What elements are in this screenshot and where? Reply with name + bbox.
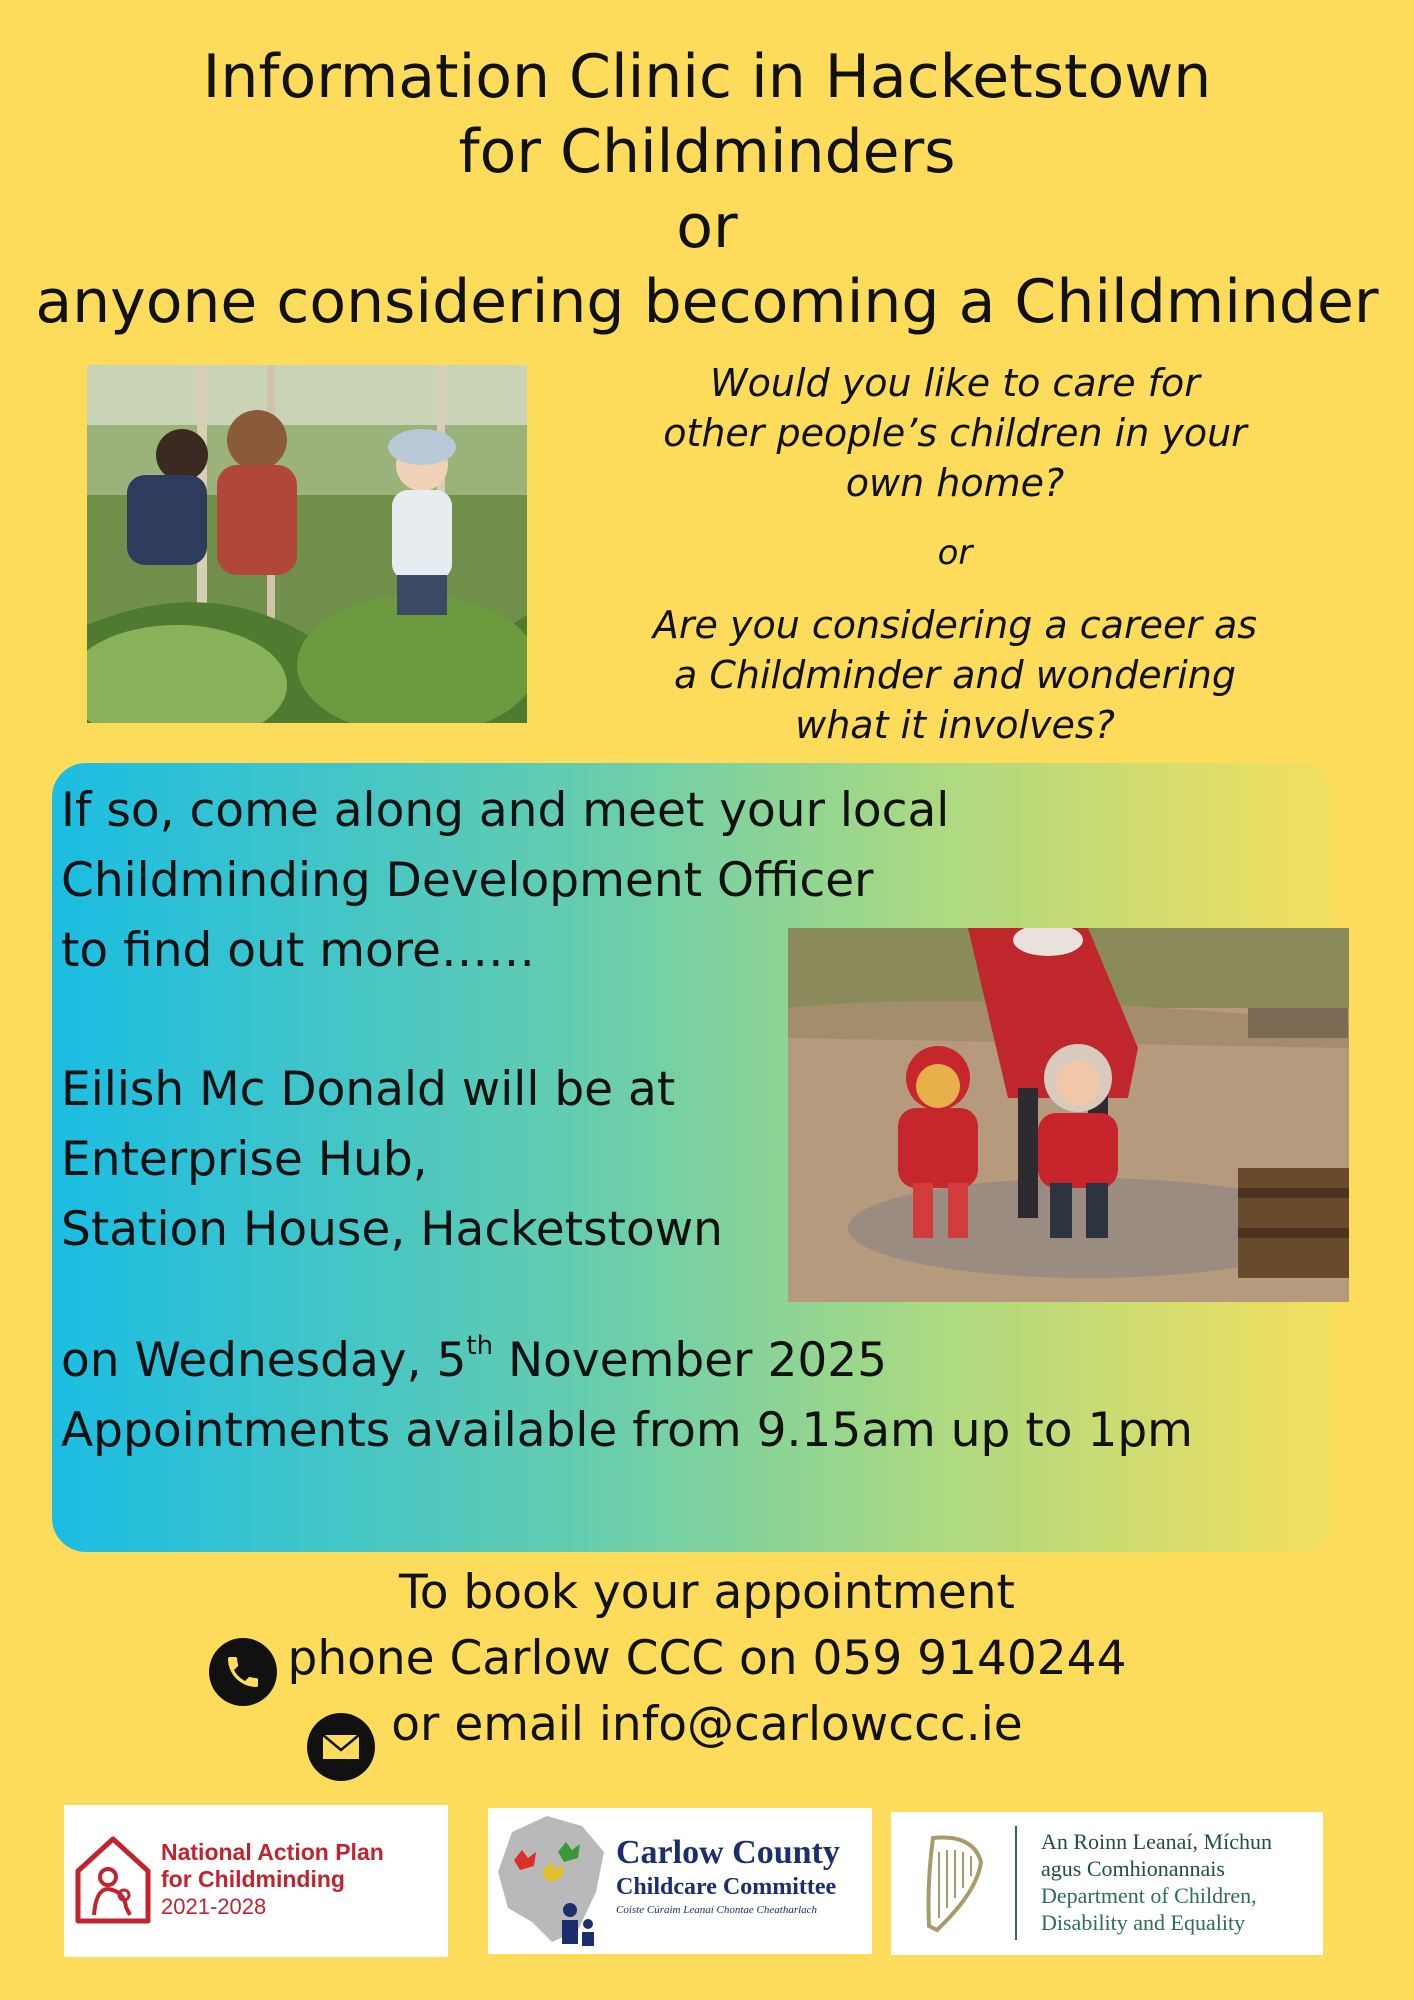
question-1-line-1: Would you like to care for xyxy=(710,361,1200,405)
poster-title xyxy=(0,40,1414,340)
panel-line-3: to find out more…… xyxy=(61,923,535,978)
nap-line-1: National Action Plan xyxy=(161,1839,384,1865)
date-superscript: th xyxy=(466,1331,494,1361)
department-children-logo xyxy=(891,1812,1323,1955)
dept-english-line-1: Department of Children, xyxy=(1041,1883,1257,1908)
title-line-1: Information Clinic in Hacketstown xyxy=(202,42,1212,112)
panel-line-6: Station House, Hacketstown xyxy=(61,1202,723,1257)
ccc-line-2: Childcare Committee xyxy=(616,1874,837,1900)
carlow-county-childcare-logo xyxy=(488,1808,872,1954)
envelope-icon xyxy=(307,1713,375,1781)
appointments-line: Appointments available from 9.15am up to 1pm xyxy=(61,1403,1193,1458)
question-2-line-3: what it involves? xyxy=(795,703,1115,747)
nap-line-3: 2021-2028 xyxy=(161,1894,267,1919)
house-family-icon xyxy=(74,1833,152,1927)
date-line xyxy=(61,1326,1311,1396)
contact-line-2: phone Carlow CCC on 059 9140244 xyxy=(287,1631,1127,1686)
question-2-line-1: Are you considering a career as xyxy=(652,603,1258,647)
appointment-details xyxy=(61,1326,1311,1466)
info-panel-text xyxy=(61,776,950,1265)
title-line-2: for Childminders xyxy=(458,117,956,187)
questions-block xyxy=(600,358,1310,750)
panel-line-5: Enterprise Hub, xyxy=(61,1132,428,1187)
questions-or: or xyxy=(937,533,973,573)
national-action-plan-logo xyxy=(64,1805,448,1957)
question-1-line-3: own home? xyxy=(845,461,1065,505)
nap-line-2: for Childminding xyxy=(161,1866,345,1892)
question-2-line-2: a Childminder and wondering xyxy=(674,653,1236,697)
dept-irish-line-1: An Roinn Leanaí, Míchun xyxy=(1041,1829,1272,1854)
dept-english-line-2: Disability and Equality xyxy=(1041,1910,1246,1935)
contact-line-1: To book your appointment xyxy=(399,1565,1015,1620)
panel-line-2: Childminding Development Officer xyxy=(61,853,874,908)
panel-line-4: Eilish Mc Donald will be at xyxy=(61,1062,676,1117)
question-1-line-2: other people’s children in your xyxy=(663,411,1247,455)
ccc-line-3: Coiste Cúraim Leanaí Chontae Cheatharlach xyxy=(616,1904,818,1916)
date-suffix: November 2025 xyxy=(493,1333,888,1388)
title-line-3: or xyxy=(676,192,738,262)
contact-line-3: or email info@carlowccc.ie xyxy=(391,1697,1023,1752)
phone-icon xyxy=(209,1638,277,1706)
title-line-4: anyone considering becoming a Childminder xyxy=(35,267,1379,337)
harp-icon xyxy=(919,1832,989,1936)
ccc-line-1: Carlow County xyxy=(616,1834,840,1871)
children-puddle-photo xyxy=(788,928,1349,1302)
garden-family-photo xyxy=(87,365,527,723)
dept-irish-line-2: agus Comhionannais xyxy=(1041,1856,1225,1881)
panel-line-1: If so, come along and meet your local xyxy=(61,783,950,838)
logo-divider xyxy=(1015,1826,1017,1940)
county-map-icon xyxy=(492,1812,612,1950)
date-prefix: on Wednesday, 5 xyxy=(61,1333,467,1388)
